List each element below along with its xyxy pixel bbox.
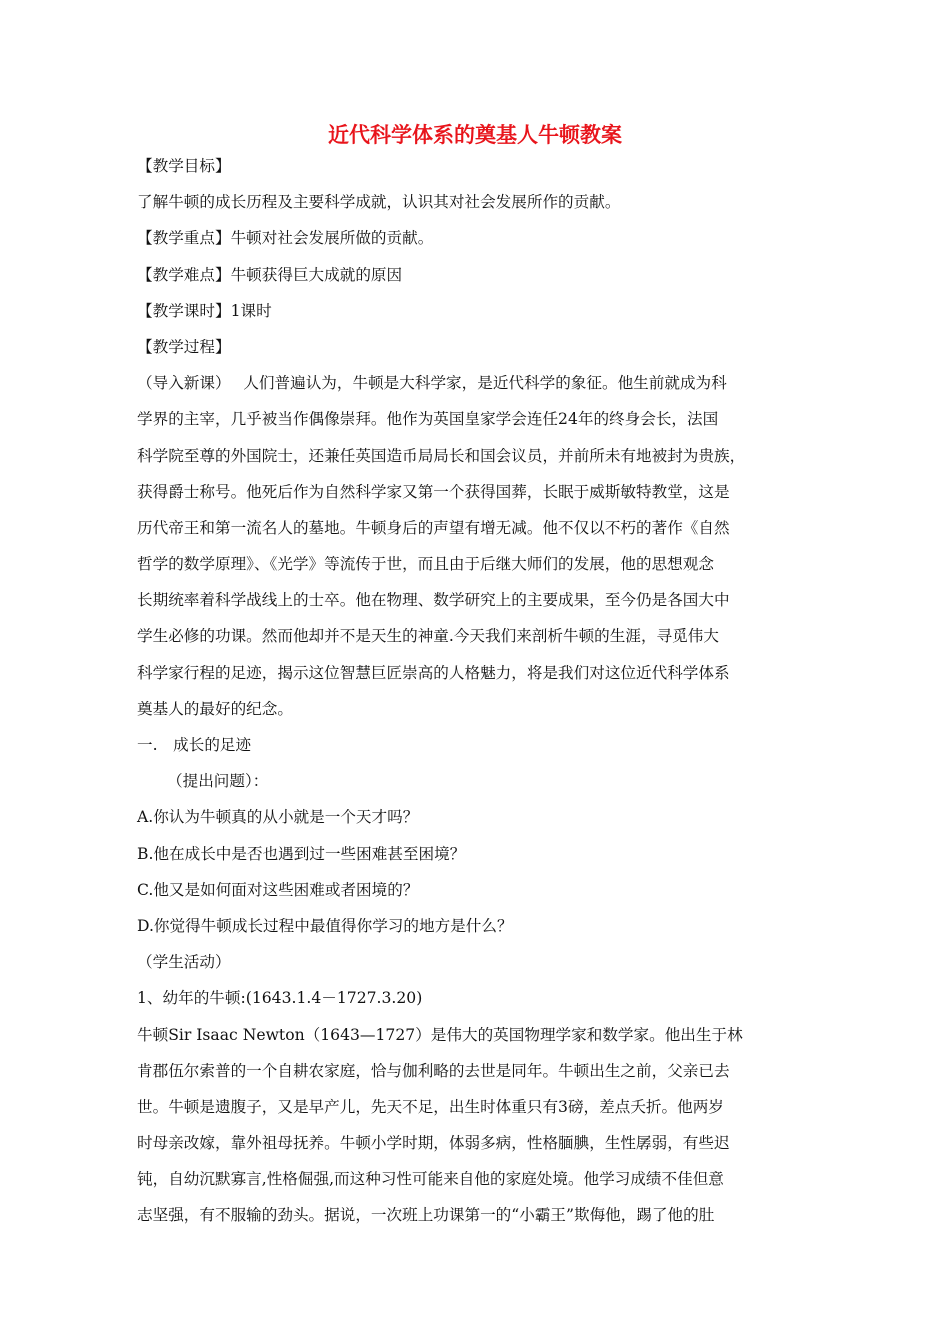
text-line: （导入新课） 人们普遍认为，牛顿是大科学家，是近代科学的象征。他生前就成为科 (137, 374, 727, 393)
text-line: 学界的主宰，几乎被当作偶像崇拜。他作为英国皇家学会连任24年的终身会长，法国 (137, 410, 719, 429)
subsection-heading: 1、幼年的牛顿:(1643.1.4－1727.3.20) (137, 989, 423, 1008)
text-line: 奠基人的最好的纪念。 (137, 699, 293, 718)
text-line: 时母亲改嫁，靠外祖母抚养。牛顿小学时期，体弱多病，性格腼腆，生性孱弱，有些迟 (137, 1134, 730, 1153)
document-body (137, 148, 787, 1234)
section-heading: 一. 成长的足迹 (137, 736, 252, 754)
text-line: 肯郡伍尔索普的一个自耕农家庭，恰与伽利略的去世是同年。牛顿出生之前，父亲已去 (137, 1061, 730, 1080)
text-line: 哲学的数学原理》、《光学》等流传于世，而且由于后继大师们的发展，他的思想观念 (137, 555, 714, 574)
document-title: 近代科学体系的奠基人牛顿教案 (328, 123, 622, 147)
text-line: 牛顿Sir Isaac Newton（1643—1727）是伟大的英国物理学家和数学家。他出生于林 (137, 1025, 743, 1044)
text-line: 历代帝王和第一流名人的墓地。牛顿身后的声望有增无减。他不仅以不朽的著作《自然 (137, 518, 730, 537)
text-line: 长期统率着科学战线上的士卒。他在物理、数学研究上的主要成果，至今仍是各国大中 (137, 591, 730, 610)
text-line: 获得爵士称号。他死后作为自然科学家又第一个获得国葬，长眠于威斯敏特教堂，这是 (137, 482, 730, 501)
text-line: 【教学过程】 (137, 337, 231, 356)
text-line: 世。牛顿是遗腹子，又是早产儿，先天不足，出生时体重只有3磅，差点夭折。他两岁 (137, 1097, 724, 1116)
question-item: A.你认为牛顿真的从小就是一个天才吗？ (137, 808, 419, 827)
text-line: 了解牛顿的成长历程及主要科学成就，认识其对社会发展所作的贡献。 (137, 193, 621, 212)
question-item: C.他又是如何面对这些困难或者困境的？ (137, 880, 419, 899)
text-line: 志坚强，有不服输的劲头。据说，一次班上功课第一的“小霸王”欺侮他，踢了他的肚 (137, 1206, 715, 1225)
question-item: D.你觉得牛顿成长过程中最值得你学习的地方是什么？ (137, 916, 513, 935)
text-line: 【教学重点】牛顿对社会发展所做的贡献。 (137, 229, 434, 248)
text-line: 钝，自幼沉默寡言,性格倔强,而这种习性可能来自他的家庭处境。他学习成绩不佳但意 (137, 1170, 724, 1189)
text-line: （学生活动） (137, 953, 231, 972)
text-line: 科学家行程的足迹，揭示这位智慧巨匠崇高的人格魅力，将是我们对这位近代科学体系 (137, 663, 730, 682)
text-line: 【教学难点】牛顿获得巨大成就的原因 (137, 265, 403, 284)
text-line: 科学院至尊的外国院士，还兼任英国造币局局长和国会议员，并前所未有地被封为贵族， (137, 446, 746, 465)
text-line: 学生必修的功课。然而他却并不是天生的神童.今天我们来剖析牛顿的生涯，寻觅伟大 (137, 627, 719, 646)
text-line: 【教学课时】1课时 (137, 301, 272, 320)
text-line: （提出问题）： (167, 772, 269, 791)
question-item: B.他在成长中是否也遇到过一些困难甚至困境？ (137, 844, 466, 863)
text-line: 【教学目标】 (137, 157, 231, 175)
